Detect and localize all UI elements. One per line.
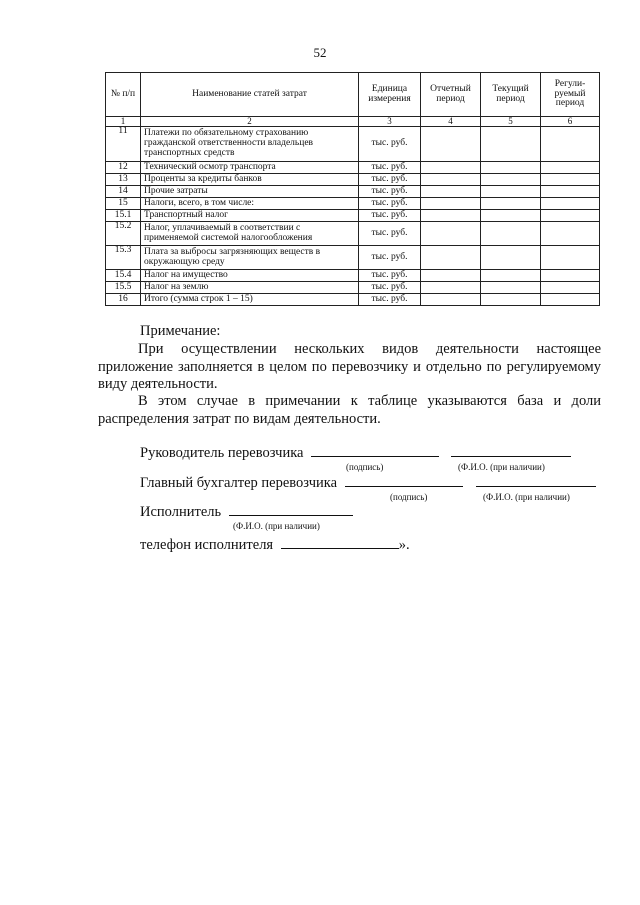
page-number: 52 xyxy=(313,45,327,60)
header-cell: Отчетный период xyxy=(421,73,481,117)
table-row xyxy=(106,222,600,246)
current-period-cell xyxy=(481,222,541,246)
signature-caption: (подпись) xyxy=(390,492,428,502)
current-period-cell xyxy=(481,127,541,162)
current-period-cell xyxy=(481,162,541,174)
column-number: 4 xyxy=(421,117,481,127)
reporting-period-cell xyxy=(421,162,481,174)
column-number-row xyxy=(106,117,600,127)
fio-caption: (Ф.И.О. (при наличии) xyxy=(233,521,320,531)
reporting-period-cell xyxy=(421,198,481,210)
cost-item-name: Налог, уплачиваемый в соответствии с применяемой системой налогообложения xyxy=(141,222,359,246)
cost-item-name: Проценты за кредиты банков xyxy=(141,174,359,186)
regulated-period-cell xyxy=(541,198,600,210)
note-paragraph: В этом случае в примечании к таблице указываются база и доли распределения затрат по видам деятельности. xyxy=(98,393,601,427)
chief-accountant-label: Главный бухгалтер перевозчика xyxy=(140,475,338,491)
cost-item-name: Технический осмотр транспорта xyxy=(141,162,359,174)
regulated-period-cell xyxy=(541,246,600,270)
fio-caption: (Ф.И.О. (при наличии) xyxy=(458,462,545,472)
executor-label: Исполнитель xyxy=(140,504,222,520)
unit-cell: тыс. руб. xyxy=(359,186,421,198)
unit-cell: тыс. руб. xyxy=(359,222,421,246)
signature-caption: (подпись) xyxy=(346,462,384,472)
regulated-period-cell xyxy=(541,270,600,282)
head-signature-line xyxy=(140,444,571,462)
header-cell: № п/п xyxy=(106,73,141,117)
header-cell: Единица измерения xyxy=(359,73,421,117)
column-number: 3 xyxy=(359,117,421,127)
unit-cell: тыс. руб. xyxy=(359,246,421,270)
row-number: 15.5 xyxy=(106,282,141,294)
table-row xyxy=(106,174,600,186)
table-header-row xyxy=(106,73,600,117)
unit-cell: тыс. руб. xyxy=(359,294,421,306)
unit-cell: тыс. руб. xyxy=(359,127,421,162)
phone-end: ». xyxy=(398,537,410,553)
row-number: 11 xyxy=(106,127,141,162)
current-period-cell xyxy=(481,198,541,210)
current-period-cell xyxy=(481,282,541,294)
costs-table xyxy=(105,72,600,306)
head-label: Руководитель перевозчика xyxy=(140,445,304,461)
regulated-period-cell xyxy=(541,186,600,198)
regulated-period-cell xyxy=(541,282,600,294)
unit-cell: тыс. руб. xyxy=(359,174,421,186)
phone-line xyxy=(140,536,410,554)
reporting-period-cell xyxy=(421,222,481,246)
table-row xyxy=(106,162,600,174)
reporting-period-cell xyxy=(421,294,481,306)
column-number: 5 xyxy=(481,117,541,127)
row-number: 15.2 xyxy=(106,222,141,246)
current-period-cell xyxy=(481,246,541,270)
cost-item-name: Налог на землю xyxy=(141,282,359,294)
row-number: 15.4 xyxy=(106,270,141,282)
current-period-cell xyxy=(481,210,541,222)
reporting-period-cell xyxy=(421,186,481,198)
reporting-period-cell xyxy=(421,127,481,162)
column-number: 6 xyxy=(541,117,600,127)
reporting-period-cell xyxy=(421,174,481,186)
cost-item-name: Налоги, всего, в том числе: xyxy=(141,198,359,210)
header-cell: Текущий период xyxy=(481,73,541,117)
note-paragraph: При осуществлении нескольких видов деятельности настоящее приложение заполняется в целом по перевозчику и отдельно по регулируемому виду деятельности. xyxy=(98,341,601,392)
executor-signature-line xyxy=(140,503,353,521)
header-cell: Регули-руемый период xyxy=(541,73,600,117)
phone-blank[interactable] xyxy=(281,536,399,549)
row-number: 16 xyxy=(106,294,141,306)
table-row xyxy=(106,294,600,306)
signature-blank[interactable] xyxy=(345,474,463,487)
row-number: 15 xyxy=(106,198,141,210)
cost-item-name: Плата за выбросы загрязняющих веществ в окружающую среду xyxy=(141,246,359,270)
fio-caption: (Ф.И.О. (при наличии) xyxy=(483,492,570,502)
current-period-cell xyxy=(481,270,541,282)
row-number: 12 xyxy=(106,162,141,174)
reporting-period-cell xyxy=(421,282,481,294)
cost-item-name: Налог на имущество xyxy=(141,270,359,282)
table-row xyxy=(106,270,600,282)
table-row xyxy=(106,186,600,198)
reporting-period-cell xyxy=(421,246,481,270)
header-cell: Наименование статей затрат xyxy=(141,73,359,117)
regulated-period-cell xyxy=(541,162,600,174)
table-row xyxy=(106,210,600,222)
row-number: 15.1 xyxy=(106,210,141,222)
fio-blank[interactable] xyxy=(451,444,571,457)
unit-cell: тыс. руб. xyxy=(359,270,421,282)
current-period-cell xyxy=(481,186,541,198)
fio-blank[interactable] xyxy=(476,474,596,487)
reporting-period-cell xyxy=(421,270,481,282)
column-number: 2 xyxy=(141,117,359,127)
regulated-period-cell xyxy=(541,222,600,246)
note-title: Примечание: xyxy=(140,323,221,339)
column-number: 1 xyxy=(106,117,141,127)
regulated-period-cell xyxy=(541,294,600,306)
regulated-period-cell xyxy=(541,174,600,186)
phone-label: телефон исполнителя xyxy=(140,537,274,553)
row-number: 14 xyxy=(106,186,141,198)
cost-item-name: Транспортный налог xyxy=(141,210,359,222)
cost-item-name: Платежи по обязательному страхованию гражданской ответственности владельцев транспортных средств xyxy=(141,127,359,162)
current-period-cell xyxy=(481,174,541,186)
unit-cell: тыс. руб. xyxy=(359,162,421,174)
unit-cell: тыс. руб. xyxy=(359,198,421,210)
chief-accountant-signature-line xyxy=(140,474,596,492)
current-period-cell xyxy=(481,294,541,306)
signature-blank[interactable] xyxy=(311,444,439,457)
cost-item-name: Прочие затраты xyxy=(141,186,359,198)
table-row xyxy=(106,246,600,270)
cost-item-name: Итого (сумма строк 1 – 15) xyxy=(141,294,359,306)
regulated-period-cell xyxy=(541,210,600,222)
row-number: 15.3 xyxy=(106,246,141,270)
reporting-period-cell xyxy=(421,210,481,222)
row-number: 13 xyxy=(106,174,141,186)
unit-cell: тыс. руб. xyxy=(359,210,421,222)
regulated-period-cell xyxy=(541,127,600,162)
unit-cell: тыс. руб. xyxy=(359,282,421,294)
fio-blank[interactable] xyxy=(229,503,353,516)
table-row xyxy=(106,198,600,210)
table-row xyxy=(106,127,600,162)
table-row xyxy=(106,282,600,294)
